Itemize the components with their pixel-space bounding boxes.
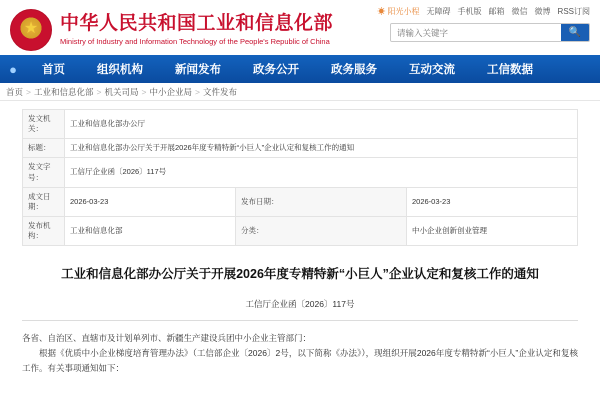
meta-value-publish-date: 2026-03-23: [407, 187, 578, 216]
sun-icon: ☀: [377, 7, 386, 16]
ministry-name-cn: 中华人民共和国工业和信息化部: [60, 12, 334, 34]
meta-value-issuing-authority: 工业和信息化部办公厅: [65, 110, 578, 139]
quick-link-label: 阳光小程: [387, 7, 420, 16]
breadcrumb-item-document-release: 文件发布: [202, 86, 237, 97]
breadcrumb-separator: >: [96, 86, 102, 97]
breadcrumb-separator: >: [194, 86, 200, 97]
quick-link-rss[interactable]: RSS订阅: [557, 7, 590, 16]
meta-label-completion-date: 成文日期：: [23, 187, 65, 216]
table-row: [23, 139, 578, 158]
header-utilities: [377, 6, 590, 42]
site-masthead: [0, 0, 600, 55]
breadcrumb-separator: >: [141, 86, 147, 97]
section-divider: [22, 320, 578, 321]
home-icon[interactable]: ●: [9, 61, 17, 77]
document-paragraph-salutation: 各省、自治区、直辖市及计划单列市、新疆生产建设兵团中小企业主管部门：: [22, 333, 312, 344]
primary-nav: [0, 55, 600, 83]
national-emblem-icon: [10, 9, 52, 51]
quick-link-email[interactable]: 邮箱: [488, 7, 505, 16]
table-row: [23, 216, 578, 245]
document-metadata-table: [22, 109, 578, 246]
breadcrumb: [0, 83, 600, 101]
table-row: [23, 187, 578, 216]
meta-label-publish-date: 发布日期：: [236, 187, 407, 216]
search-input[interactable]: [391, 24, 561, 41]
meta-value-category: 中小企业创新创业管理: [407, 216, 578, 245]
ministry-name-block: [60, 13, 333, 46]
breadcrumb-item-sme-bureau[interactable]: 中小企业局: [149, 86, 192, 97]
table-row: [23, 158, 578, 187]
quick-link-wechat[interactable]: 微信: [511, 7, 528, 16]
quick-link-weibo[interactable]: 微博: [534, 7, 551, 16]
ministry-name-en: Ministry of Industry and Information Technology of the People's Republic of China: [60, 36, 330, 46]
meta-label-title: 标题：: [23, 139, 65, 158]
nav-item-interaction[interactable]: 互动交流: [409, 64, 455, 76]
breadcrumb-separator: >: [26, 86, 31, 97]
nav-item-organization[interactable]: 组织机构: [97, 64, 143, 76]
meta-value-document-number: 工信厅企业函〔2026〕117号: [65, 158, 578, 187]
document-page: [0, 101, 600, 400]
nav-item-government-services[interactable]: 政务服务: [331, 64, 377, 76]
document-number: 工信厅企业函〔2026〕117号: [245, 299, 355, 310]
meta-label-publishing-agency: 发布机构：: [23, 216, 65, 245]
nav-item-government-disclosure[interactable]: 政务公开: [253, 64, 299, 76]
quick-links: [377, 6, 590, 17]
nav-item-home[interactable]: 首页: [42, 64, 65, 76]
quick-link-sunshine[interactable]: [377, 6, 419, 17]
meta-label-issuing-authority: 发文机关：: [23, 110, 65, 139]
meta-value-completion-date: 2026-03-23: [65, 187, 236, 216]
document-paragraph-body: 根据《优质中小企业梯度培育管理办法》（工信部企业〔2026〕2号，以下简称《办法》），现组织开展2026年度专精特新“小巨人”企业认定和复核工作。有关事项通知如下：: [22, 348, 578, 373]
breadcrumb-item-home[interactable]: 首页: [6, 86, 24, 97]
search-icon[interactable]: 🔍: [561, 24, 589, 41]
table-row: [23, 110, 578, 139]
meta-label-document-number: 发文字号：: [23, 158, 65, 187]
quick-link-accessibility[interactable]: 无障碍: [426, 7, 451, 16]
nav-item-news[interactable]: 新闻发布: [175, 64, 221, 76]
meta-value-publishing-agency: 工业和信息化部: [65, 216, 236, 245]
meta-value-title: 工业和信息化部办公厅关于开展2026年度专精特新“小巨人”企业认定和复核工作的通知: [65, 139, 578, 158]
search-bar: [390, 23, 590, 42]
breadcrumb-item-departments[interactable]: 机关司局: [104, 86, 139, 97]
breadcrumb-item-ministry[interactable]: 工业和信息化部: [33, 86, 94, 97]
nav-item-data[interactable]: 工信数据: [487, 64, 533, 76]
page-title: 工业和信息化部办公厅关于开展2026年度专精特新“小巨人”企业认定和复核工作的通知: [61, 267, 539, 282]
quick-link-mobile[interactable]: 手机版: [457, 7, 482, 16]
meta-label-category: 分类：: [236, 216, 407, 245]
